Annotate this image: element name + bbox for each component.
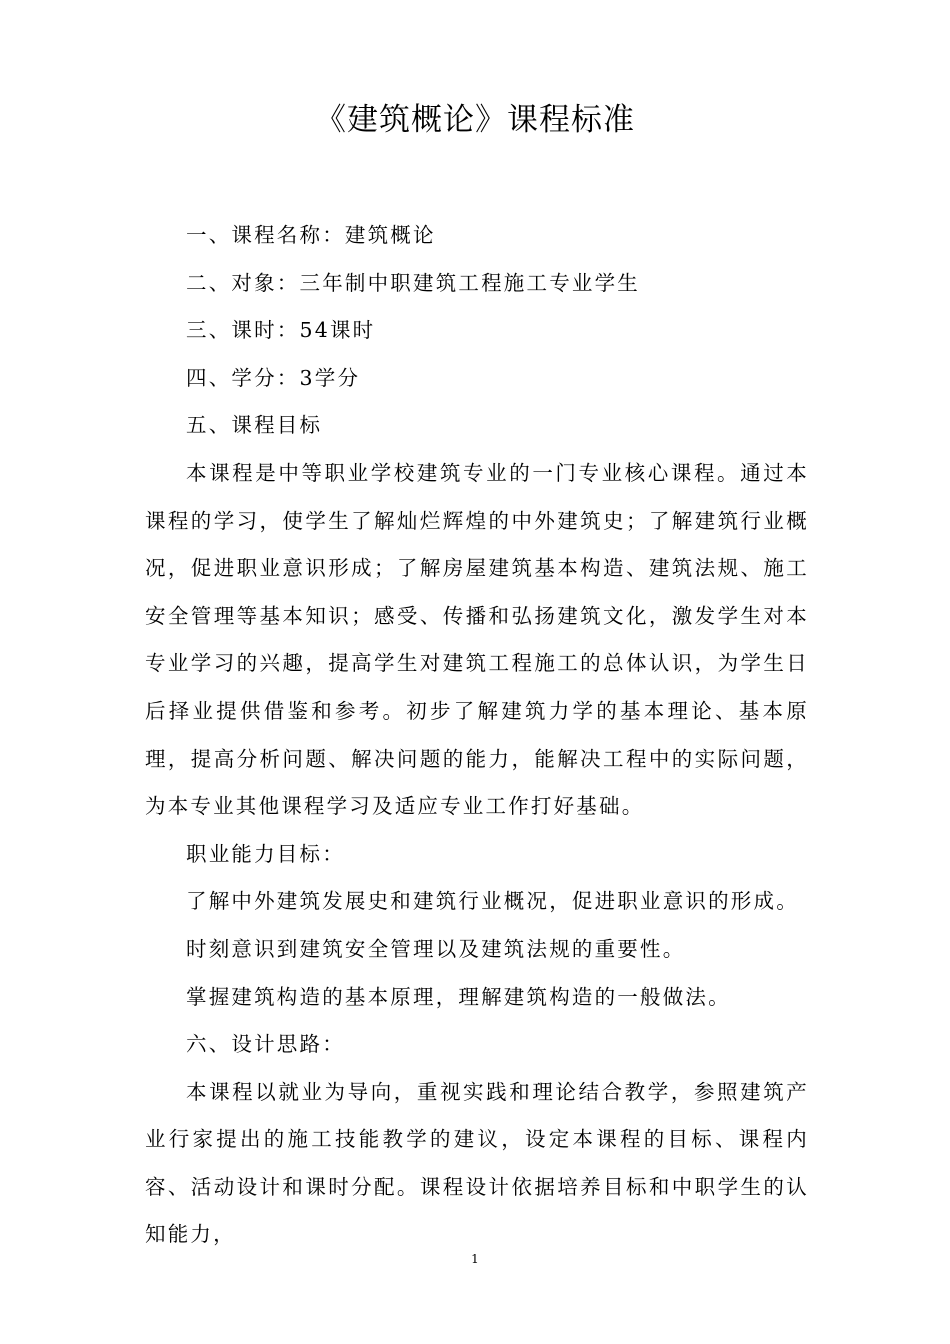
page-number: 1 [471, 1252, 479, 1266]
design-ideas-paragraph: 本课程以就业为导向，重视实践和理论结合教学，参照建筑产业行家提出的施工技能教学的建议，设定本课程的目标、课程内容、活动设计和课时分配。课程设计依据培养目标和中职学生的认知能力， [145, 1079, 809, 1247]
course-name-line: 一、课程名称：建筑概论 [186, 223, 436, 247]
audience-line: 二、对象：三年制中职建筑工程施工专业学生 [186, 270, 640, 295]
design-ideas-heading: 六、设计思路： [186, 1032, 345, 1057]
vocational-ability-item: 时刻意识到建筑安全管理以及建筑法规的重要性。 [186, 936, 686, 961]
class-hours-line: 三、课时：54课时 [186, 318, 376, 343]
vocational-ability-item: 掌握建筑构造的基本原理，理解建筑构造的一般做法。 [186, 984, 731, 1009]
document-title: 《建筑概论》课程标准 [315, 102, 635, 138]
vocational-ability-heading: 职业能力目标： [186, 841, 345, 866]
course-objectives-heading: 五、课程目标 [186, 413, 323, 438]
credits-line: 四、学分：3学分 [186, 365, 361, 390]
document-body [145, 212, 809, 1259]
course-objectives-paragraph: 本课程是中等职业学校建筑专业的一门专业核心课程。通过本课程的学习，使学生了解灿烂辉煌的中外建筑史；了解建筑行业概况，促进职业意识形成；了解房屋建筑基本构造、建筑法规、施工安全管理等基本知识；感受、传播和弘扬建筑文化，激发学生对本专业学习的兴趣，提高学生对建筑工程施工的总体认识，为学生日后择业提供借鉴和参考。初步了解建筑力学的基本理论、基本原理，提高分析问题、解决问题的能力，能解决工程中的实际问题，为本专业其他课程学习及适应专业工作打好基础。 [145, 460, 809, 819]
vocational-ability-item: 了解中外建筑发展史和建筑行业概况，促进职业意识的形成。 [186, 889, 799, 914]
